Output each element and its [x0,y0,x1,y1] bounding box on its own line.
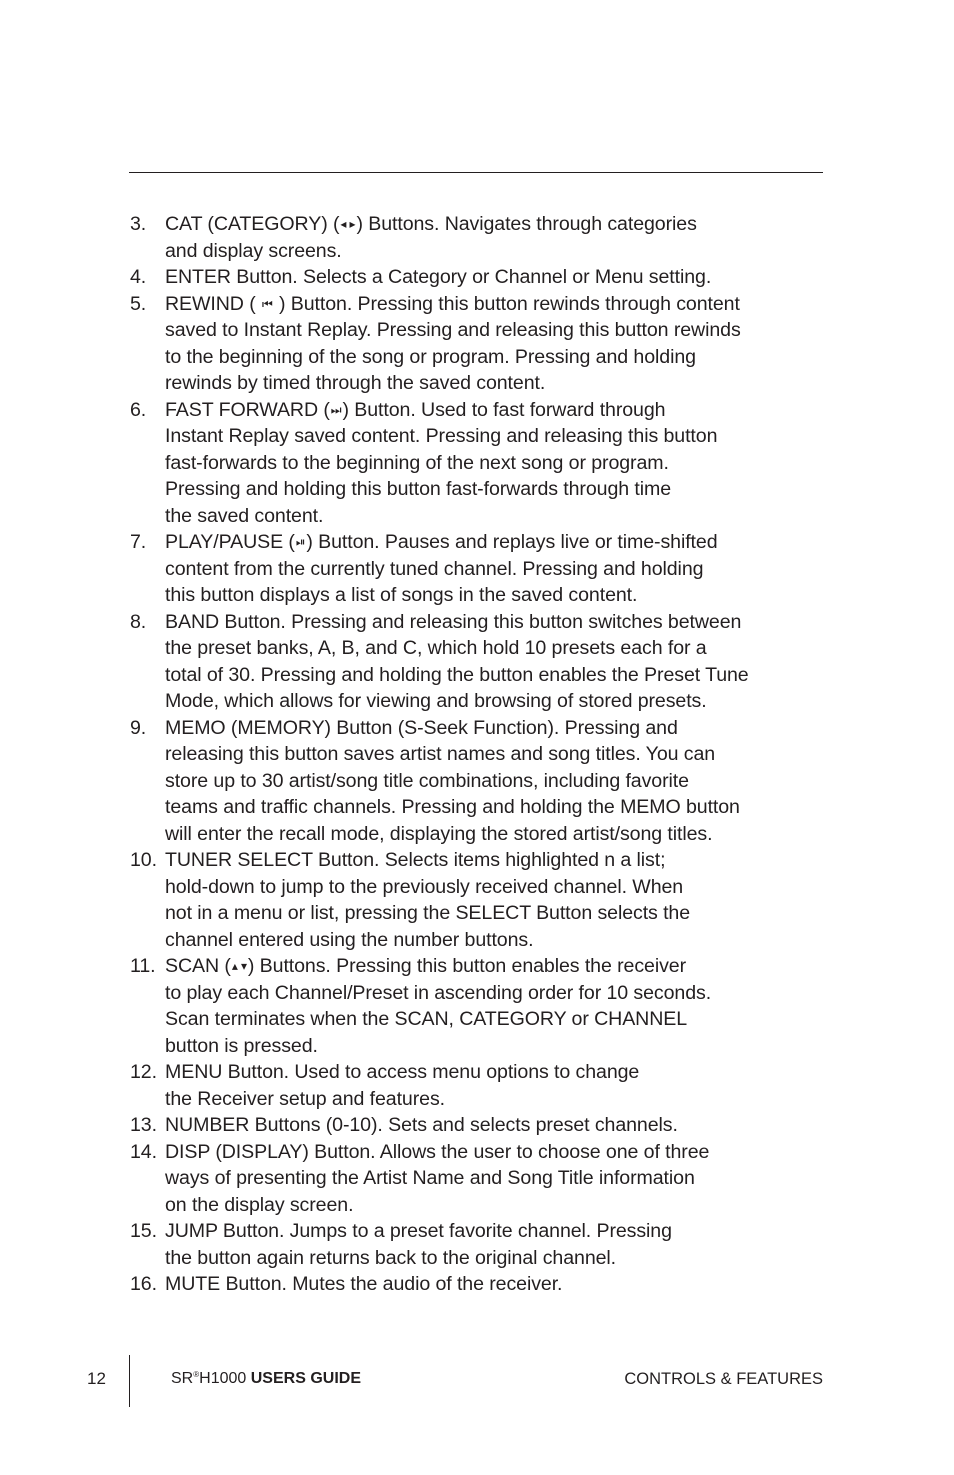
item-heading: MEMO (MEMORY) Button (S-Seek Function). [165,716,560,739]
item-heading: BAND Button. [165,610,286,633]
footer-divider [129,1355,130,1407]
item-description: channel entered using the number buttons. [165,928,534,951]
item-line [165,768,830,795]
item-number: 4. [130,266,147,288]
item-description: Pauses and replays live or time-shifted [379,531,718,553]
item-line [165,264,830,291]
item-description: Jumps to a preset favorite channel. Pressing [284,1220,672,1242]
item-heading: FAST FORWARD ( [165,398,330,421]
item-line [165,927,830,954]
item-number: 9. [130,716,147,739]
list-item [130,715,830,848]
item-heading-end: ) Button. [306,531,380,553]
list-item [130,397,830,530]
item-line [165,1165,830,1192]
item-description: Pressing this button rewinds through content [352,292,740,315]
item-line [165,1218,830,1245]
item-description: to play each Channel/Preset in ascending order for 10 seconds. [165,981,712,1004]
item-description: teams and traffic channels. Pressing and holding the MEMO button [165,796,740,818]
header-rule [129,172,823,173]
item-line [165,582,830,609]
item-description: Selects items highlighted n a list; [379,849,666,871]
item-description: the saved content. [165,504,324,527]
item-line [165,1033,830,1060]
item-line [165,503,830,530]
item-number: 10. [130,849,157,871]
list-item [130,291,830,397]
item-description: Used to access menu options to change [289,1061,640,1083]
item-number: 14. [130,1140,157,1163]
item-heading: JUMP Button. [165,1220,285,1242]
list-item [130,953,830,1059]
item-description: saved to Instant Replay. Pressing and releasing this button rewinds [165,319,741,341]
item-description: Navigates through categories [439,213,697,235]
list-item [130,1139,830,1219]
item-heading: ENTER Button. [165,266,298,288]
list-item [130,1059,830,1112]
item-line [165,953,830,980]
item-heading-end: ) Buttons. [247,955,331,977]
section-name: CONTROLS & FEATURES [624,1370,823,1388]
item-line [165,1086,830,1113]
item-line [165,794,830,821]
list-item [130,847,830,953]
guide-title [171,1370,361,1388]
item-line [165,715,830,742]
item-description: releasing this button saves artist names and song titles. You can [165,743,716,765]
item-heading: TUNER SELECT Button. [165,849,380,871]
item-number: 12. [130,1061,157,1083]
item-description: Used to fast forward through [415,398,666,421]
item-description: and display screens. [165,239,342,262]
list-item [130,529,830,609]
item-number: 6. [130,398,147,421]
item-line [165,344,830,371]
item-description: Pressing this button enables the receiver [330,955,686,977]
item-description: Pressing and [559,716,678,739]
item-line [165,238,830,265]
list-item [130,1271,830,1298]
item-line [165,635,830,662]
list-item [130,609,830,715]
rewind-icon: ⏮ [261,296,273,311]
model-suffix: H1000 [199,1370,247,1387]
item-line [165,423,830,450]
item-description: the Receiver setup and features. [165,1087,445,1110]
item-line [165,1139,830,1166]
item-description: on the display screen. [165,1193,354,1216]
item-line [165,211,830,238]
list-item [130,1218,830,1271]
left-right-arrows-icon: ◂ ▸ [340,217,356,231]
item-description: will enter the recall mode, displaying the stored artist/song titles. [165,822,713,845]
item-number: 7. [130,531,147,553]
item-line [165,1059,830,1086]
item-line [165,847,830,874]
item-line [165,980,830,1007]
registered-mark: ® [193,1370,200,1379]
item-number: 13. [130,1114,157,1136]
item-description: Scan terminates when the SCAN, CATEGORY or CHANNEL [165,1008,688,1030]
item-description: Allows the user to choose one of three [375,1140,710,1163]
item-description: Mode, which allows for viewing and browsing of stored presets. [165,690,707,712]
item-heading-end: ) Button. [273,292,353,315]
item-heading: CAT (CATEGORY) ( [165,213,340,235]
item-description: total of 30. Pressing and holding the button enables the Preset Tune [165,663,749,686]
item-heading: NUMBER Buttons (0-10). [165,1114,383,1136]
item-number: 8. [130,610,147,633]
item-line [165,1271,830,1298]
item-heading: MENU Button. [165,1061,290,1083]
item-description: ways of presenting the Artist Name and Song Title information [165,1167,695,1189]
list-item [130,264,830,291]
item-line [165,821,830,848]
item-description: button is pressed. [165,1034,318,1057]
model-prefix: SR [171,1370,194,1387]
item-description: Sets and selects preset channels. [382,1114,678,1136]
controls-list [130,211,830,1298]
item-line [165,1245,830,1272]
fast-forward-icon: ⏭ [330,402,342,417]
play-pause-icon: ⏯ [295,535,306,549]
up-down-arrows-icon: ▴ ▾ [231,959,247,973]
item-line [165,291,830,318]
item-line [165,1112,830,1139]
item-description: fast-forwards to the beginning of the next song or program. [165,451,669,474]
item-description: Pressing and holding this button fast-forwards through time [165,478,671,500]
page-number: 12 [87,1369,106,1388]
item-line [165,900,830,927]
item-heading: SCAN ( [165,955,231,977]
list-item [130,211,830,264]
item-line [165,476,830,503]
item-heading-end: ) Buttons. [356,213,440,235]
item-line [165,741,830,768]
item-line [165,874,830,901]
item-description: the preset banks, A, B, and C, which hold 10 presets each for a [165,637,707,659]
item-heading: DISP (DISPLAY) Button. [165,1140,376,1163]
item-description: content from the currently tuned channel. Pressing and holding [165,557,704,580]
item-number: 16. [130,1273,157,1295]
item-description: hold-down to jump to the previously received channel. When [165,875,684,898]
item-description: Mutes the audio of the receiver. [286,1273,563,1295]
item-line [165,609,830,636]
item-line [165,662,830,689]
item-line [165,1192,830,1219]
item-heading: REWIND ( [165,292,261,315]
item-number: 15. [130,1220,157,1242]
item-number: 3. [130,213,147,235]
item-number: 11. [130,955,156,977]
item-line [165,688,830,715]
item-description: Selects a Category or Channel or Menu setting. [297,266,712,288]
item-description: the button again returns back to the original channel. [165,1246,617,1269]
item-description: this button displays a list of songs in the saved content. [165,584,638,606]
item-line [165,397,830,424]
item-description: Pressing and releasing this button switches between [285,610,742,633]
item-line [165,529,830,556]
item-line [165,556,830,583]
item-heading: MUTE Button. [165,1273,287,1295]
item-line [165,450,830,477]
item-line [165,1006,830,1033]
item-number: 5. [130,292,147,315]
item-description: Instant Replay saved content. Pressing and releasing this button [165,425,718,447]
list-item [130,1112,830,1139]
item-description: not in a menu or list, pressing the SELECT Button selects the [165,902,691,924]
item-line [165,370,830,397]
item-line [165,317,830,344]
item-heading-end: ) Button. [342,398,416,421]
item-description: to the beginning of the song or program. Pressing and holding [165,345,696,368]
guide-label: USERS GUIDE [250,1370,361,1387]
item-description: store up to 30 artist/song title combinations, including favorite [165,769,689,792]
item-heading: PLAY/PAUSE ( [165,531,295,553]
item-description: rewinds by timed through the saved content. [165,372,546,394]
